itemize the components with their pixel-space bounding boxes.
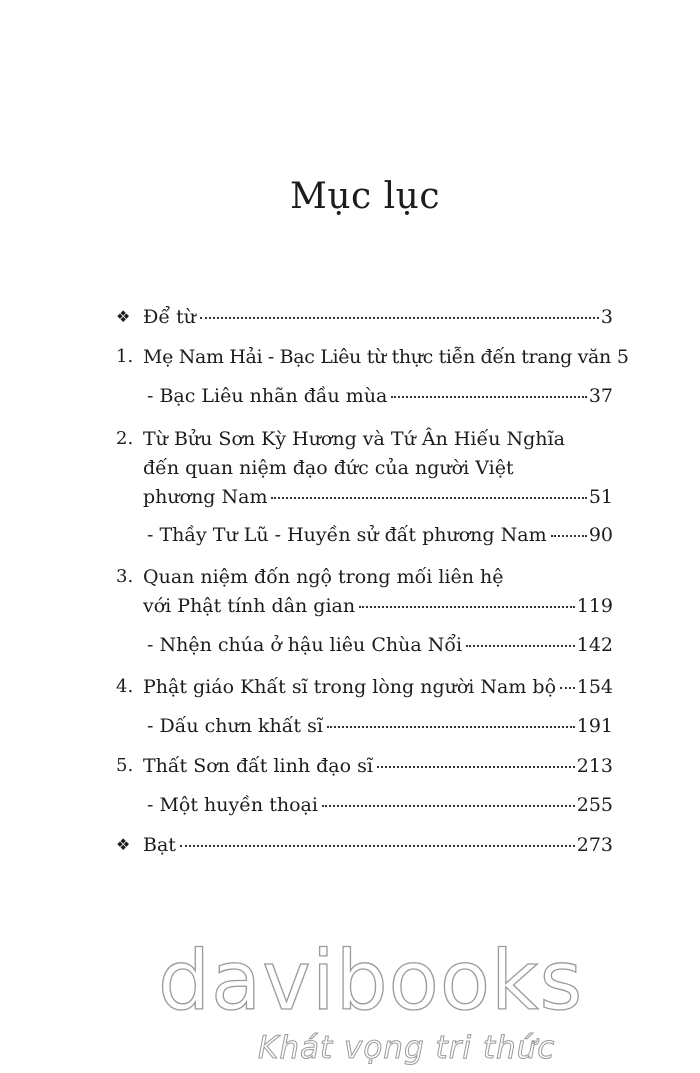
toc-entry-number: 4.: [116, 676, 134, 697]
toc-entry-2-line-1: [0, 424, 700, 454]
toc-entry-title: - Dấu chưn khất sĩ: [147, 715, 323, 737]
dot-leader: [560, 687, 575, 689]
toc-page-number: 191: [576, 715, 613, 737]
toc-page-number: 3: [600, 306, 613, 328]
toc-row: [143, 562, 613, 592]
toc-entry-title: Thất Sơn đất linh đạo sĩ: [143, 755, 373, 777]
watermark-brand: davibooks: [158, 934, 584, 1029]
toc-entry-title-line: với Phật tính dân gian: [143, 595, 356, 617]
toc-page-number: 154: [576, 676, 613, 698]
toc-row: [147, 381, 613, 411]
toc-entry-preface: [0, 302, 700, 332]
dot-leader: [180, 845, 575, 847]
toc-entry-afterword: [0, 830, 700, 860]
toc-entry-title: Mẹ Nam Hải - Bạc Liêu từ thực tiễn đến trang văn: [143, 346, 611, 368]
toc-entry-number: 5.: [116, 755, 134, 776]
dot-leader: [359, 606, 575, 608]
toc-row: [143, 672, 613, 702]
toc-entry-title: - Nhện chúa ở hậu liêu Chùa Nổi: [147, 634, 463, 656]
toc-entry-title-line: Quan niệm đốn ngộ trong mối liên hệ: [143, 566, 504, 588]
toc-entry-4: [0, 672, 700, 702]
toc-row: [143, 751, 613, 781]
toc-page-number: 273: [576, 834, 613, 856]
dot-leader: [322, 805, 575, 807]
toc-entry-number: 2.: [116, 428, 134, 449]
toc-row: [143, 342, 629, 372]
toc-row: [143, 302, 613, 332]
dot-leader: [377, 766, 575, 768]
toc-entry-5: [0, 751, 700, 781]
toc-subentry-5: [0, 790, 700, 820]
toc-subentry-3: [0, 630, 700, 660]
toc-page-number: 37: [588, 385, 613, 407]
toc-row: [147, 630, 613, 660]
toc-entry-2-line-2: [0, 453, 700, 483]
toc-subentry-4: [0, 711, 700, 741]
toc-page-number: 90: [588, 524, 613, 546]
toc-page-number: 213: [576, 755, 613, 777]
toc-page-number: 5: [616, 346, 629, 368]
toc-entry-title: Bạt: [143, 834, 176, 856]
toc-entry-number: 1.: [116, 346, 134, 367]
toc-subentry-2: [0, 520, 700, 550]
toc-entry-2-line-3: [0, 482, 700, 512]
toc-row: [147, 520, 613, 550]
dot-leader: [551, 535, 587, 537]
diamond-bullet-icon: ❖: [116, 835, 131, 854]
dot-leader: [391, 396, 586, 398]
toc-row: [147, 790, 613, 820]
toc-entry-3-line-2: [0, 591, 700, 621]
dot-leader: [327, 726, 575, 728]
toc-row: [143, 482, 613, 512]
toc-entry-title-line: Từ Bửu Sơn Kỳ Hương và Tứ Ân Hiếu Nghĩa: [143, 428, 565, 450]
toc-entry-title-line: phương Nam: [143, 486, 268, 508]
toc-row: [143, 830, 613, 860]
toc-row: [143, 424, 613, 454]
toc-entry-title: - Bạc Liêu nhãn đầu mùa: [147, 385, 388, 407]
toc-subentry-1: [0, 381, 700, 411]
toc-entry-3-line-1: [0, 562, 700, 592]
toc-entry-title-line: đến quan niệm đạo đức của người Việt: [143, 457, 514, 479]
toc-entry-1: [0, 342, 700, 372]
diamond-bullet-icon: ❖: [116, 307, 131, 326]
toc-entry-title: - Một huyền thoại: [147, 794, 318, 816]
dot-leader: [200, 317, 599, 319]
toc-entry-number: 3.: [116, 566, 134, 587]
toc-page-number: 255: [576, 794, 613, 816]
toc-row: [143, 453, 613, 483]
page-title: Mục lục: [289, 176, 440, 217]
watermark-tagline: Khát vọng tri thức: [258, 1030, 556, 1066]
dot-leader: [466, 645, 575, 647]
toc-page-number: 51: [588, 486, 613, 508]
toc-row: [143, 591, 613, 621]
toc-entry-title: Để từ: [143, 306, 196, 328]
toc-entry-title: Phật giáo Khất sĩ trong lòng người Nam bộ: [143, 676, 557, 698]
dot-leader: [271, 497, 586, 499]
toc-page-number: 142: [576, 634, 613, 656]
toc-page-number: 119: [576, 595, 613, 617]
toc-row: [147, 711, 613, 741]
toc-entry-title: - Thầy Tư Lũ - Huyền sử đất phương Nam: [147, 524, 547, 546]
